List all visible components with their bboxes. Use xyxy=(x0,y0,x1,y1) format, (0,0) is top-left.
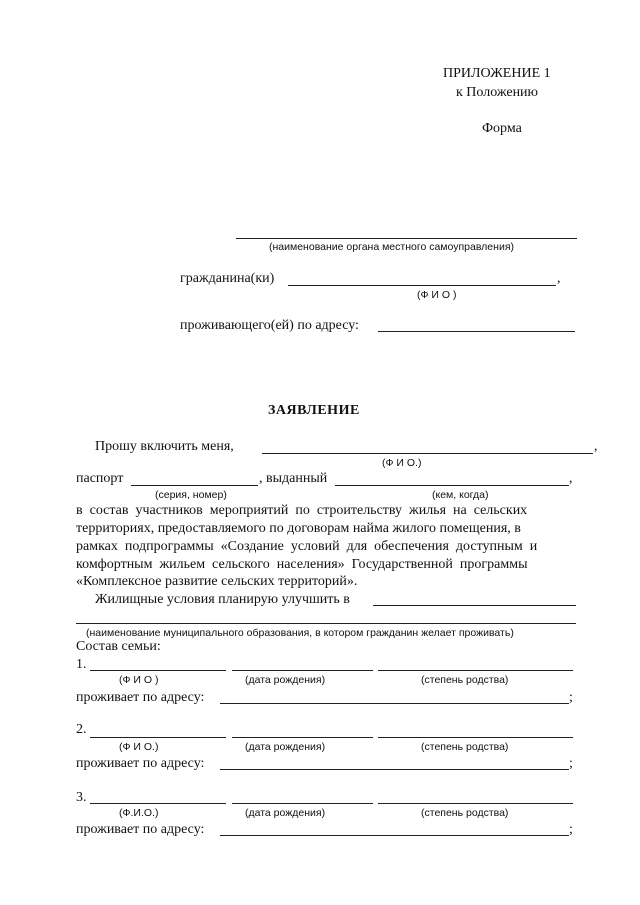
member-2-birth-field[interactable] xyxy=(232,737,373,738)
member-1-number: 1. xyxy=(76,657,87,672)
member-3-end: ; xyxy=(569,822,573,837)
applicant-name-field[interactable] xyxy=(262,453,593,454)
member-2-relation-caption: (степень родства) xyxy=(421,741,509,753)
passport-issued-field[interactable] xyxy=(335,485,569,486)
member-1-relation-field[interactable] xyxy=(378,670,573,671)
member-2-fio-caption: (Ф И О.) xyxy=(119,741,159,753)
member-3-address-field[interactable] xyxy=(220,835,569,836)
municipality-field[interactable] xyxy=(76,623,576,624)
member-1-name-field[interactable] xyxy=(90,670,226,671)
member-1-fio-caption: (Ф И О ) xyxy=(119,674,159,686)
body-line-4: комфортным жильем сельского населения» Государственной программы xyxy=(76,557,528,572)
citizen-label: гражданина(ки) xyxy=(180,271,275,286)
authority-field[interactable] xyxy=(236,238,577,239)
member-1-address-field[interactable] xyxy=(220,703,569,704)
family-label: Состав семьи: xyxy=(76,639,161,654)
member-3-birth-field[interactable] xyxy=(232,803,373,804)
residing-label: проживающего(ей) по адресу: xyxy=(180,318,359,333)
member-2-address-field[interactable] xyxy=(220,769,569,770)
passport-label: паспорт xyxy=(76,471,124,486)
member-2-number: 2. xyxy=(76,722,87,737)
member-2-birth-caption: (дата рождения) xyxy=(245,741,326,753)
housing-place-field[interactable] xyxy=(373,605,576,606)
municipality-caption: (наименование муниципального образования, в котором гражданин желает проживать) xyxy=(86,627,514,639)
appendix-subtitle: к Положению xyxy=(456,85,539,100)
member-3-birth-caption: (дата рождения) xyxy=(245,807,326,819)
residing-address-field[interactable] xyxy=(378,331,575,332)
member-2-name-field[interactable] xyxy=(90,737,226,738)
request-comma: , xyxy=(594,439,598,454)
body-line-2: территориях, предоставляемого по договорам найма жилого помещения, в xyxy=(76,521,521,536)
member-2-address-label: проживает по адресу: xyxy=(76,756,205,771)
applicant-fio-caption: (Ф И О.) xyxy=(382,457,422,469)
housing-label: Жилищные условия планирую улучшить в xyxy=(95,592,350,607)
member-3-address-label: проживает по адресу: xyxy=(76,822,205,837)
issued-label: , выданный xyxy=(259,471,328,486)
form-label: Форма xyxy=(482,121,522,136)
issued-by-caption: (кем, когда) xyxy=(432,489,489,501)
member-1-birth-field[interactable] xyxy=(232,670,373,671)
body-line-5: «Комплексное развитие сельских территорий». xyxy=(76,574,358,589)
statement-title: ЗАЯВЛЕНИЕ xyxy=(268,403,360,418)
passport-number-field[interactable] xyxy=(131,485,258,486)
member-3-relation-field[interactable] xyxy=(378,803,573,804)
member-1-end: ; xyxy=(569,690,573,705)
member-2-end: ; xyxy=(569,756,573,771)
member-3-number: 3. xyxy=(76,790,87,805)
request-label: Прошу включить меня, xyxy=(95,439,234,454)
authority-caption: (наименование органа местного самоуправления) xyxy=(269,241,514,253)
member-3-name-field[interactable] xyxy=(90,803,226,804)
citizen-name-field[interactable] xyxy=(288,285,556,286)
appendix-title: ПРИЛОЖЕНИЕ 1 xyxy=(443,66,551,81)
body-line-1: в состав участников мероприятий по строительству жилья на сельских xyxy=(76,503,528,518)
series-caption: (серия, номер) xyxy=(155,489,227,501)
member-1-relation-caption: (степень родства) xyxy=(421,674,509,686)
member-1-birth-caption: (дата рождения) xyxy=(245,674,326,686)
member-3-relation-caption: (степень родства) xyxy=(421,807,509,819)
member-1-address-label: проживает по адресу: xyxy=(76,690,205,705)
citizen-comma: , xyxy=(557,271,561,286)
member-2-relation-field[interactable] xyxy=(378,737,573,738)
issued-comma: , xyxy=(569,471,573,486)
citizen-fio-caption: (Ф И О ) xyxy=(417,289,457,301)
member-3-fio-caption: (Ф.И.О.) xyxy=(119,807,159,819)
body-line-3: рамках подпрограммы «Создание условий для обеспечения доступным и xyxy=(76,539,538,554)
